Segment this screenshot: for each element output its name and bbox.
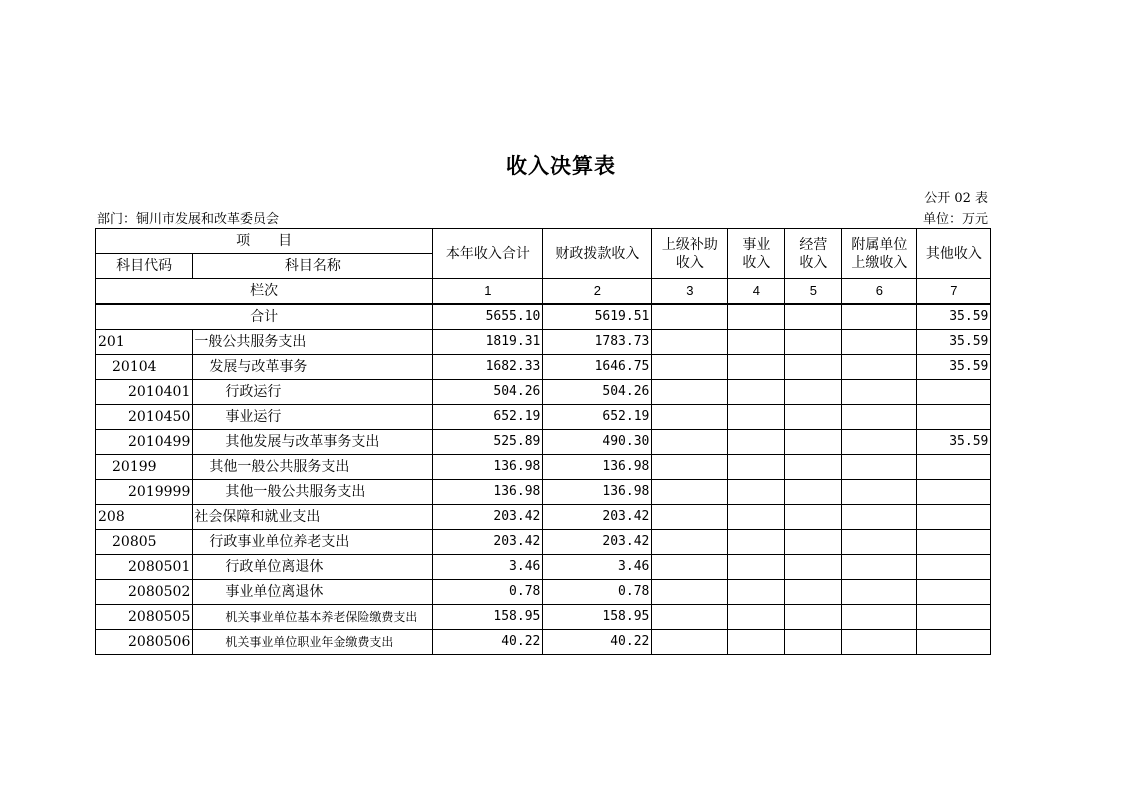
table-row: [96, 505, 991, 530]
cell-superior: [652, 580, 728, 605]
cell-career: [728, 530, 785, 555]
cell-affiliate: [842, 405, 917, 430]
cell-total: 40.22: [433, 630, 543, 655]
header-affiliate: [842, 229, 917, 279]
cell-affiliate: [842, 430, 917, 455]
column-index-label: 栏次: [96, 279, 433, 305]
cell-fiscal: 203.42: [543, 505, 652, 530]
cell-fiscal: 652.19: [543, 405, 652, 430]
header-affiliate-line1: 附属单位: [851, 236, 908, 253]
cell-total: 203.42: [433, 505, 543, 530]
cell-operate: [785, 330, 842, 355]
header-career-line2: 收入: [742, 254, 771, 271]
cell-fiscal: 0.78: [543, 580, 652, 605]
cell-fiscal: 136.98: [543, 455, 652, 480]
subject-code: 20805: [96, 530, 193, 555]
cell-other: [917, 505, 991, 530]
cell-operate: [785, 530, 842, 555]
cell-career: [728, 555, 785, 580]
cell-total: 136.98: [433, 455, 543, 480]
header-affiliate-line2: 上缴收入: [851, 254, 908, 271]
cell-career: [728, 605, 785, 630]
cell-fiscal: 1646.75: [543, 355, 652, 380]
total-fiscal: 5619.51: [543, 304, 652, 330]
column-index-5: 5: [785, 279, 842, 305]
cell-total: 1819.31: [433, 330, 543, 355]
cell-operate: [785, 480, 842, 505]
subject-code: 2080502: [96, 580, 193, 605]
subject-code: 2080506: [96, 630, 193, 655]
cell-career: [728, 405, 785, 430]
header-operate-line2: 收入: [799, 254, 828, 271]
cell-fiscal: 3.46: [543, 555, 652, 580]
department-label: 部门：铜川市发展和改革委员会: [97, 212, 280, 227]
cell-total: 525.89: [433, 430, 543, 455]
cell-other: [917, 605, 991, 630]
subject-code: 2019999: [96, 480, 193, 505]
cell-superior: [652, 455, 728, 480]
cell-affiliate: [842, 555, 917, 580]
subject-name: 机关事业单位基本养老保险缴费支出: [193, 605, 433, 630]
cell-career: [728, 455, 785, 480]
form-number: 公开 02 表: [924, 191, 988, 206]
header-career-line1: 事业: [742, 236, 771, 253]
cell-superior: [652, 605, 728, 630]
cell-operate: [785, 555, 842, 580]
cell-operate: [785, 505, 842, 530]
cell-affiliate: [842, 530, 917, 555]
column-index-6: 6: [842, 279, 917, 305]
income-statement-table: [95, 228, 991, 655]
table-row: [96, 605, 991, 630]
header-superior-line2: 收入: [675, 254, 704, 271]
cell-other: [917, 405, 991, 430]
subject-name: 其他一般公共服务支出: [193, 480, 433, 505]
header-name: 科目名称: [193, 254, 433, 279]
cell-affiliate: [842, 355, 917, 380]
cell-fiscal: 136.98: [543, 480, 652, 505]
cell-superior: [652, 430, 728, 455]
cell-affiliate: [842, 580, 917, 605]
subject-name: 行政单位离退休: [193, 555, 433, 580]
header-superior-line1: 上级补助: [661, 236, 718, 253]
cell-other: 35.59: [917, 430, 991, 455]
subject-name: 事业单位离退休: [193, 580, 433, 605]
total-other: 35.59: [917, 304, 991, 330]
subject-code: 2080505: [96, 605, 193, 630]
cell-total: 652.19: [433, 405, 543, 430]
cell-superior: [652, 530, 728, 555]
header-fiscal: 财政拨款收入: [543, 229, 652, 279]
cell-total: 504.26: [433, 380, 543, 405]
cell-other: [917, 480, 991, 505]
subject-name: 事业运行: [193, 405, 433, 430]
header-code: 科目代码: [96, 254, 193, 279]
header-operate: [785, 229, 842, 279]
cell-other: [917, 555, 991, 580]
cell-operate: [785, 580, 842, 605]
cell-operate: [785, 605, 842, 630]
cell-superior: [652, 355, 728, 380]
cell-fiscal: 490.30: [543, 430, 652, 455]
cell-superior: [652, 330, 728, 355]
cell-career: [728, 430, 785, 455]
cell-affiliate: [842, 330, 917, 355]
cell-affiliate: [842, 630, 917, 655]
subject-code: 201: [96, 330, 193, 355]
total-superior: [652, 304, 728, 330]
column-index-4: 4: [728, 279, 785, 305]
table-row: [96, 580, 991, 605]
subject-code: 2080501: [96, 555, 193, 580]
cell-operate: [785, 380, 842, 405]
cell-other: [917, 580, 991, 605]
cell-career: [728, 330, 785, 355]
column-index-7: 7: [917, 279, 991, 305]
subject-code: 20199: [96, 455, 193, 480]
subject-code: 2010499: [96, 430, 193, 455]
cell-other: [917, 455, 991, 480]
total-row: [96, 304, 991, 330]
cell-superior: [652, 380, 728, 405]
header-superior: [652, 229, 728, 279]
cell-total: 3.46: [433, 555, 543, 580]
table-row: [96, 530, 991, 555]
cell-superior: [652, 480, 728, 505]
cell-other: [917, 380, 991, 405]
cell-affiliate: [842, 455, 917, 480]
cell-fiscal: 504.26: [543, 380, 652, 405]
subject-name: 行政运行: [193, 380, 433, 405]
cell-career: [728, 380, 785, 405]
subject-code: 208: [96, 505, 193, 530]
header-operate-line1: 经营: [799, 236, 828, 253]
cell-total: 158.95: [433, 605, 543, 630]
subject-name: 一般公共服务支出: [193, 330, 433, 355]
total-total: 5655.10: [433, 304, 543, 330]
cell-total: 136.98: [433, 480, 543, 505]
subject-name: 发展与改革事务: [193, 355, 433, 380]
subject-name: 社会保障和就业支出: [193, 505, 433, 530]
table-row: [96, 555, 991, 580]
cell-other: [917, 630, 991, 655]
total-affiliate: [842, 304, 917, 330]
column-index-1: 1: [433, 279, 543, 305]
cell-career: [728, 355, 785, 380]
cell-fiscal: 40.22: [543, 630, 652, 655]
cell-other: 35.59: [917, 330, 991, 355]
table-row: [96, 480, 991, 505]
column-index-3: 3: [652, 279, 728, 305]
cell-superior: [652, 405, 728, 430]
table-row: [96, 330, 991, 355]
table-row: [96, 630, 991, 655]
total-operate: [785, 304, 842, 330]
cell-operate: [785, 630, 842, 655]
cell-career: [728, 630, 785, 655]
cell-operate: [785, 355, 842, 380]
column-index-2: 2: [543, 279, 652, 305]
table-row: [96, 455, 991, 480]
subject-name: 其他一般公共服务支出: [193, 455, 433, 480]
cell-total: 0.78: [433, 580, 543, 605]
column-index-row: [96, 279, 991, 305]
header-other: 其他收入: [917, 229, 991, 279]
cell-affiliate: [842, 505, 917, 530]
cell-operate: [785, 405, 842, 430]
subject-name: 机关事业单位职业年金缴费支出: [193, 630, 433, 655]
header-total: 本年收入合计: [433, 229, 543, 279]
cell-career: [728, 480, 785, 505]
total-label: 合计: [96, 304, 433, 330]
header-project: 项 目: [96, 229, 433, 254]
cell-affiliate: [842, 480, 917, 505]
subject-code: 2010450: [96, 405, 193, 430]
cell-affiliate: [842, 605, 917, 630]
header-row-1: [96, 229, 991, 254]
cell-total: 203.42: [433, 530, 543, 555]
cell-fiscal: 158.95: [543, 605, 652, 630]
subject-code: 20104: [96, 355, 193, 380]
cell-affiliate: [842, 380, 917, 405]
total-career: [728, 304, 785, 330]
table-row: [96, 430, 991, 455]
table-row: [96, 380, 991, 405]
cell-operate: [785, 455, 842, 480]
table-row: [96, 405, 991, 430]
report-title: 收入决算表: [506, 153, 616, 178]
cell-other: 35.59: [917, 355, 991, 380]
cell-superior: [652, 505, 728, 530]
cell-career: [728, 505, 785, 530]
cell-fiscal: 1783.73: [543, 330, 652, 355]
cell-other: [917, 530, 991, 555]
subject-name: 行政事业单位养老支出: [193, 530, 433, 555]
subject-name: 其他发展与改革事务支出: [193, 430, 433, 455]
cell-fiscal: 203.42: [543, 530, 652, 555]
subject-code: 2010401: [96, 380, 193, 405]
unit-label: 单位：万元: [922, 212, 988, 227]
table-row: [96, 355, 991, 380]
cell-operate: [785, 430, 842, 455]
header-career: [728, 229, 785, 279]
cell-career: [728, 580, 785, 605]
cell-total: 1682.33: [433, 355, 543, 380]
cell-superior: [652, 555, 728, 580]
cell-superior: [652, 630, 728, 655]
